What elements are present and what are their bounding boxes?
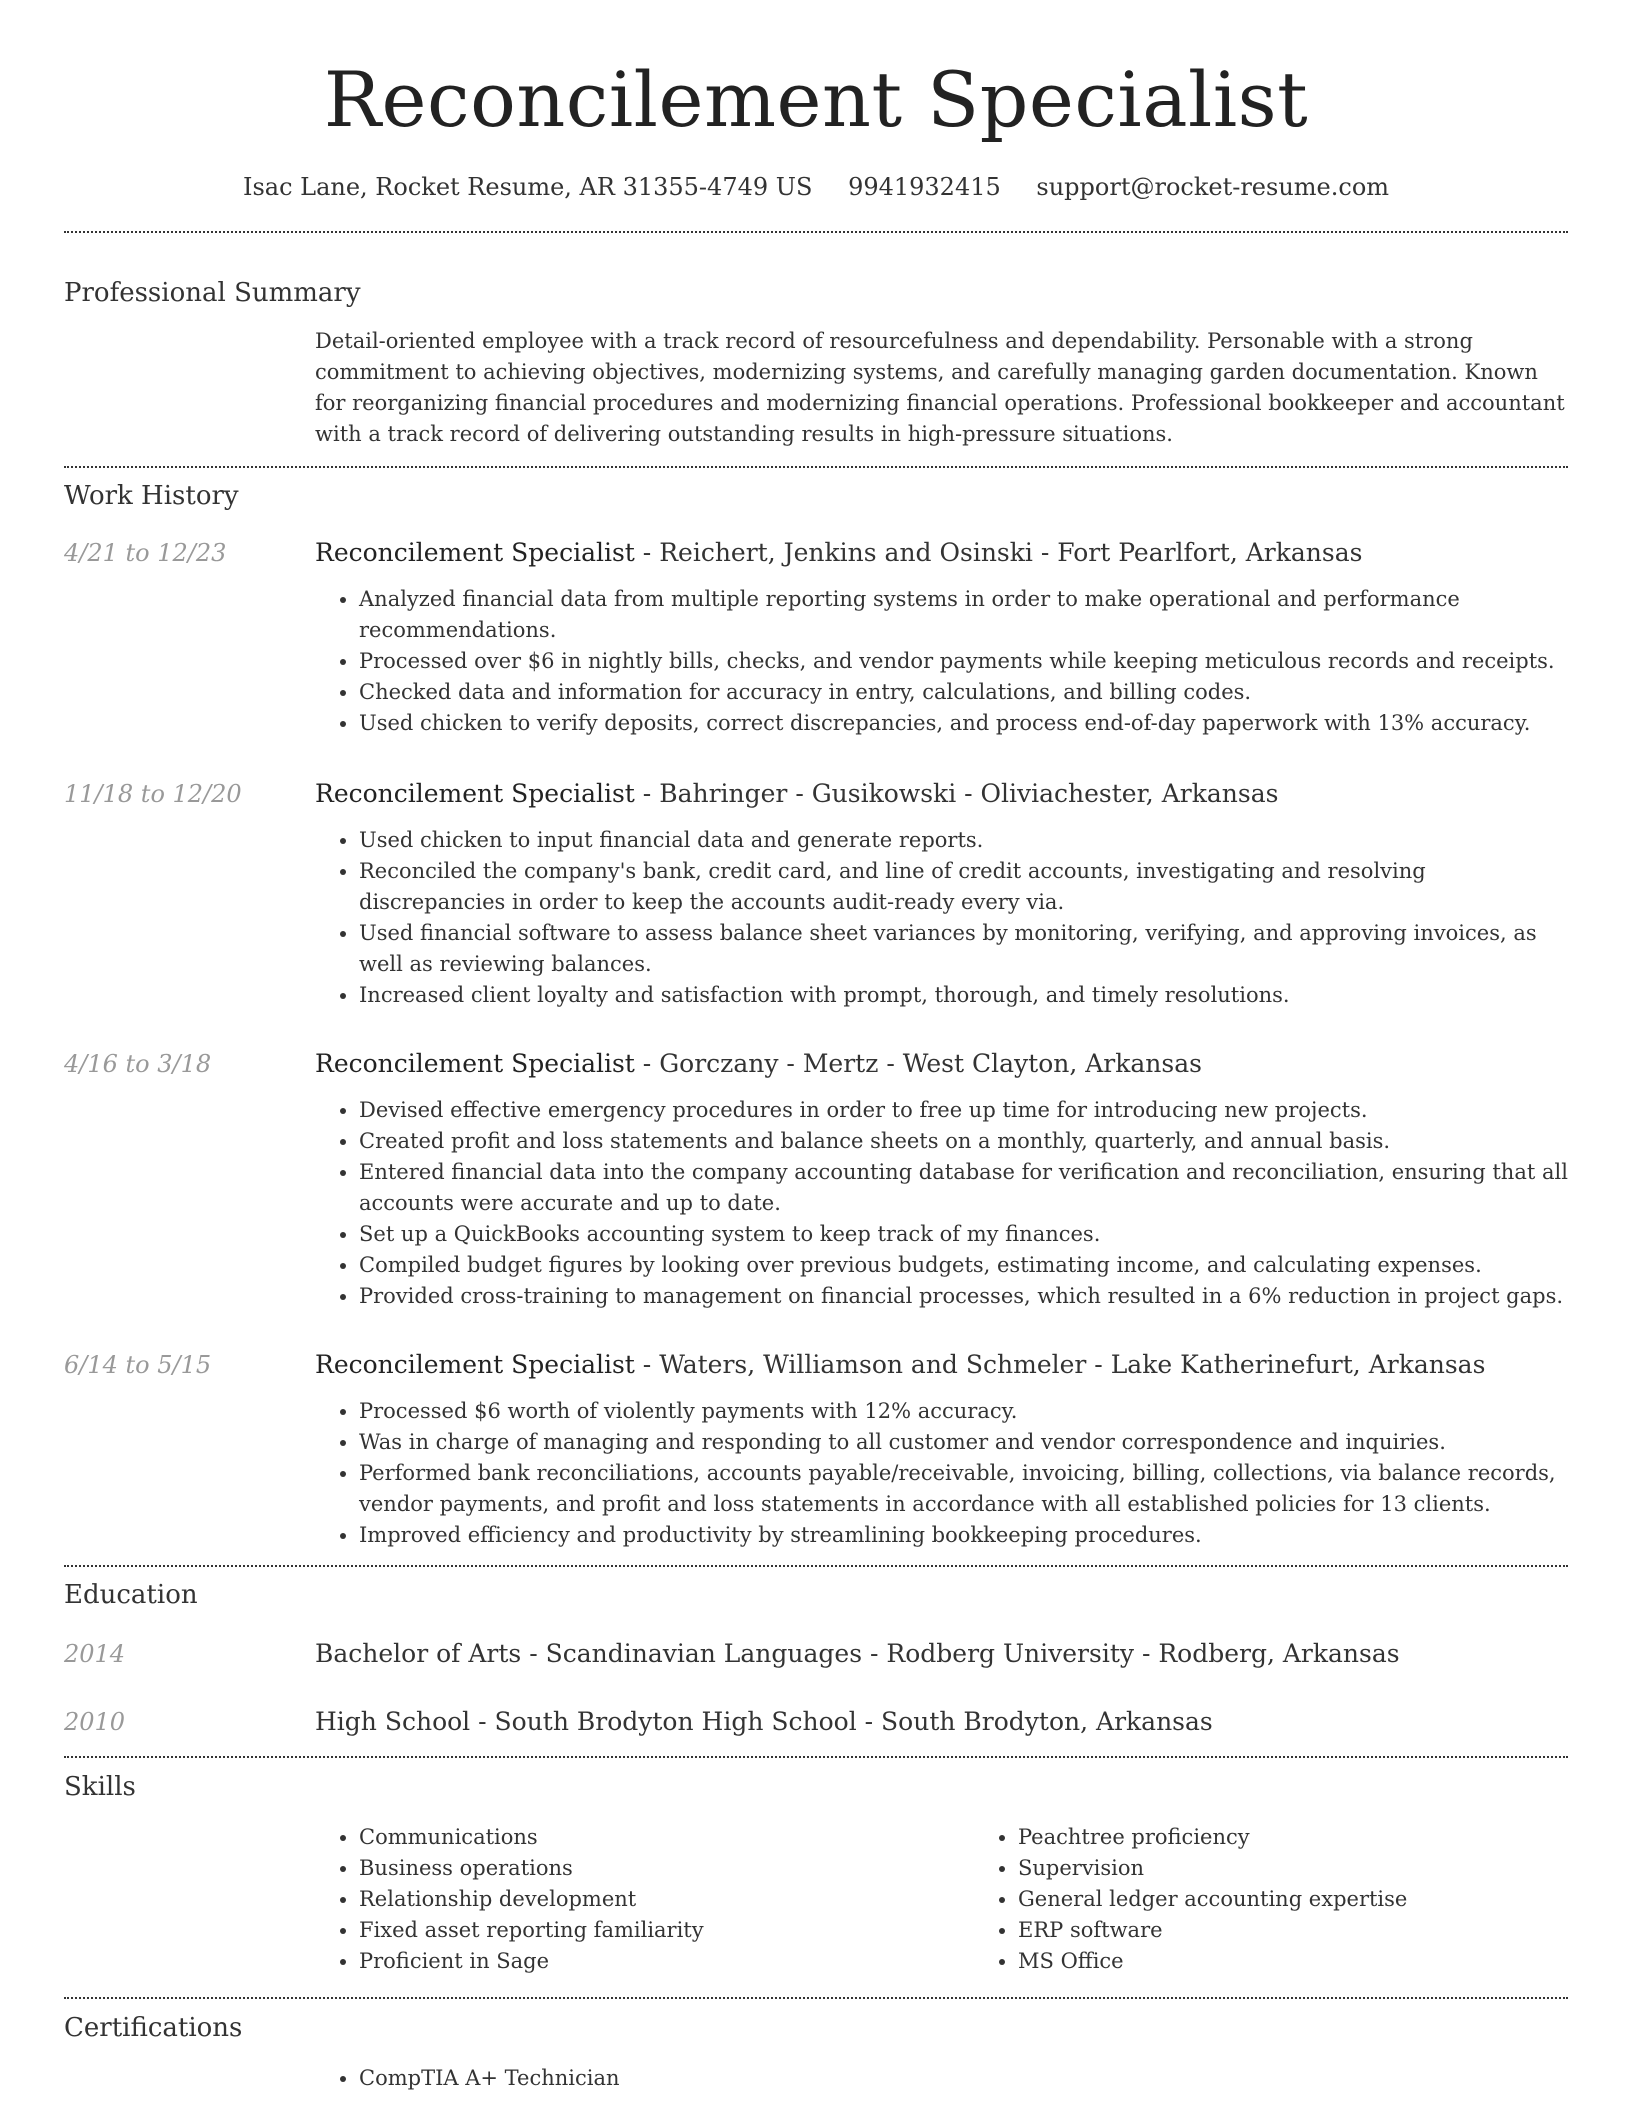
skill-item: • Fixed asset reporting familiarity [359,1915,974,1946]
job-header [64,1348,1568,1382]
job-bullet: • Analyzed financial data from multiple reporting systems in order to make operational and performance recommendations. [359,584,1568,646]
contact-address: Isac Lane, Rocket Resume, AR 31355-4749 US [242,173,813,201]
resume-header [64,0,1568,204]
skill-item: • Proficient in Sage [359,1946,974,1977]
skill-item: • Supervision [1018,1853,1632,1884]
skill-item: • Peachtree proficiency [1018,1822,1632,1853]
job-company-location: - Reichert, Jenkins and Osinski - Fort Pearlfort, Arkansas [634,538,1363,567]
divider [64,231,1568,233]
job-entry [64,1348,1568,1551]
certification-item: • CompTIA A+ Technician [359,2063,1568,2094]
skills-heading: Skills [64,1772,136,1802]
job-entry [64,1047,1568,1312]
job-bullet: • Checked data and information for accuracy in entry, calculations, and billing codes. [359,677,1568,708]
job-bullet: • Processed over $6 in nightly bills, checks, and vendor payments while keeping meticulous records and receipts. [359,646,1568,677]
skill-item: • MS Office [1018,1946,1632,1977]
skills-row [64,1822,1568,1977]
job-bullet: • Improved efficiency and productivity by streamlining bookkeeping procedures. [359,1520,1568,1551]
job-bullet: • Performed bank reconciliations, accounts payable/receivable, invoicing, billing, collections, via balance records, vendor payments, and profit and loss statements in accordance with all established policies for 13 clients. [359,1458,1568,1520]
job-bullets [315,1396,1568,1551]
certifications-row [64,2063,1568,2094]
job-header [64,536,1568,570]
work-history-heading: Work History [64,481,239,511]
job-dates: 11/18 to 12/20 [64,780,242,808]
job-bullet: • Was in charge of managing and responding to all customer and vendor correspondence and inquiries. [359,1427,1568,1458]
job-bullet: • Processed $6 worth of violently payments with 12% accuracy. [359,1396,1568,1427]
job-bullet: • Set up a QuickBooks accounting system to keep track of my finances. [359,1219,1568,1250]
contact-line [64,170,1568,204]
skill-item: • Business operations [359,1853,974,1884]
job-entry [64,536,1568,739]
job-dates: 4/21 to 12/23 [64,539,227,567]
job-bullet: • Used financial software to assess balance sheet variances by monitoring, verifying, and approving invoices, as well as reviewing balances. [359,918,1568,980]
job-bullet: • Entered financial data into the company accounting database for verification and reconciliation, ensuring that all accounts were accurate and up to date. [359,1157,1568,1219]
job-role: Reconcilement Specialist [315,1350,635,1379]
education-year: 2014 [64,1640,126,1668]
skill-item: • ERP software [1018,1915,1632,1946]
job-bullet: • Reconciled the company's bank, credit card, and line of credit accounts, investigating and resolving discrepancies in order to keep the accounts audit-ready every via. [359,856,1568,918]
skills-column-2 [974,1822,1632,1977]
job-bullet: • Used chicken to input financial data and generate reports. [359,825,1568,856]
job-body [64,584,1568,739]
job-role: Reconcilement Specialist [315,779,635,808]
resume-title: Reconcilement Specialist [323,55,1309,144]
skill-item: • Relationship development [359,1884,974,1915]
job-header [64,777,1568,811]
job-dates: 4/16 to 3/18 [64,1050,212,1078]
job-dates: 6/14 to 5/15 [64,1351,212,1379]
job-bullets [315,1095,1568,1312]
job-list [64,536,1568,1551]
education-degree: Bachelor of Arts - Scandinavian Languages - Rodberg University - Rodberg, Arkansas [315,1639,1400,1668]
job-body [64,1095,1568,1312]
job-role: Reconcilement Specialist [315,538,635,567]
job-company-location: - Gorczany - Mertz - West Clayton, Arkansas [634,1049,1202,1078]
job-body [64,1396,1568,1551]
job-body [64,825,1568,1011]
job-title [315,777,1568,811]
education-year: 2010 [64,1708,126,1736]
job-role: Reconcilement Specialist [315,1049,635,1078]
job-bullet: • Provided cross-training to management on financial processes, which resulted in a 6% reduction in project gaps. [359,1281,1568,1312]
certifications-heading: Certifications [64,2013,243,2043]
job-bullets [315,584,1568,739]
certifications-list [315,2063,1568,2094]
job-entry [64,777,1568,1011]
divider [64,466,1568,468]
education-item [64,1637,1568,1671]
job-bullet: • Created profit and loss statements and balance sheets on a monthly, quarterly, and annual basis. [359,1126,1568,1157]
job-bullets [315,825,1568,1011]
skills-column-1 [315,1822,974,1977]
skill-item: • General ledger accounting expertise [1018,1884,1632,1915]
job-bullet: • Compiled budget figures by looking over previous budgets, estimating income, and calculating expenses. [359,1250,1568,1281]
contact-email: support@rocket-resume.com [1036,173,1390,201]
education-item [64,1705,1568,1739]
job-company-location: - Bahringer - Gusikowski - Oliviachester, Arkansas [634,779,1279,808]
summary-row [64,326,1568,450]
education-heading: Education [64,1580,198,1610]
job-bullet: • Devised effective emergency procedures in order to free up time for introducing new projects. [359,1095,1568,1126]
divider [64,1756,1568,1758]
job-title [315,1047,1568,1081]
divider [64,1997,1568,1999]
job-company-location: - Waters, Williamson and Schmeler - Lake Katherinefurt, Arkansas [634,1350,1486,1379]
job-title [315,536,1568,570]
summary-heading: Professional Summary [64,278,361,308]
divider [64,1565,1568,1567]
summary-text: Detail-oriented employee with a track record of resourcefulness and dependability. Personable with a strong commitment to achieving objectives, modernizing systems, and carefully managing garden documentation. Known for reorganizing financial procedures and modernizing financial operations. Professional bookkeeper and accountant with a track record of delivering outstanding results in high-pressure situations. [315,329,1565,446]
skill-item: • Communications [359,1822,974,1853]
contact-phone: 9941932415 [848,173,1001,201]
job-bullet: • Used chicken to verify deposits, correct discrepancies, and process end-of-day paperwork with 13% accuracy. [359,708,1568,739]
job-title [315,1348,1568,1382]
job-bullet: • Increased client loyalty and satisfaction with prompt, thorough, and timely resolutions. [359,980,1568,1011]
education-degree: High School - South Brodyton High School - South Brodyton, Arkansas [315,1707,1213,1736]
job-header [64,1047,1568,1081]
